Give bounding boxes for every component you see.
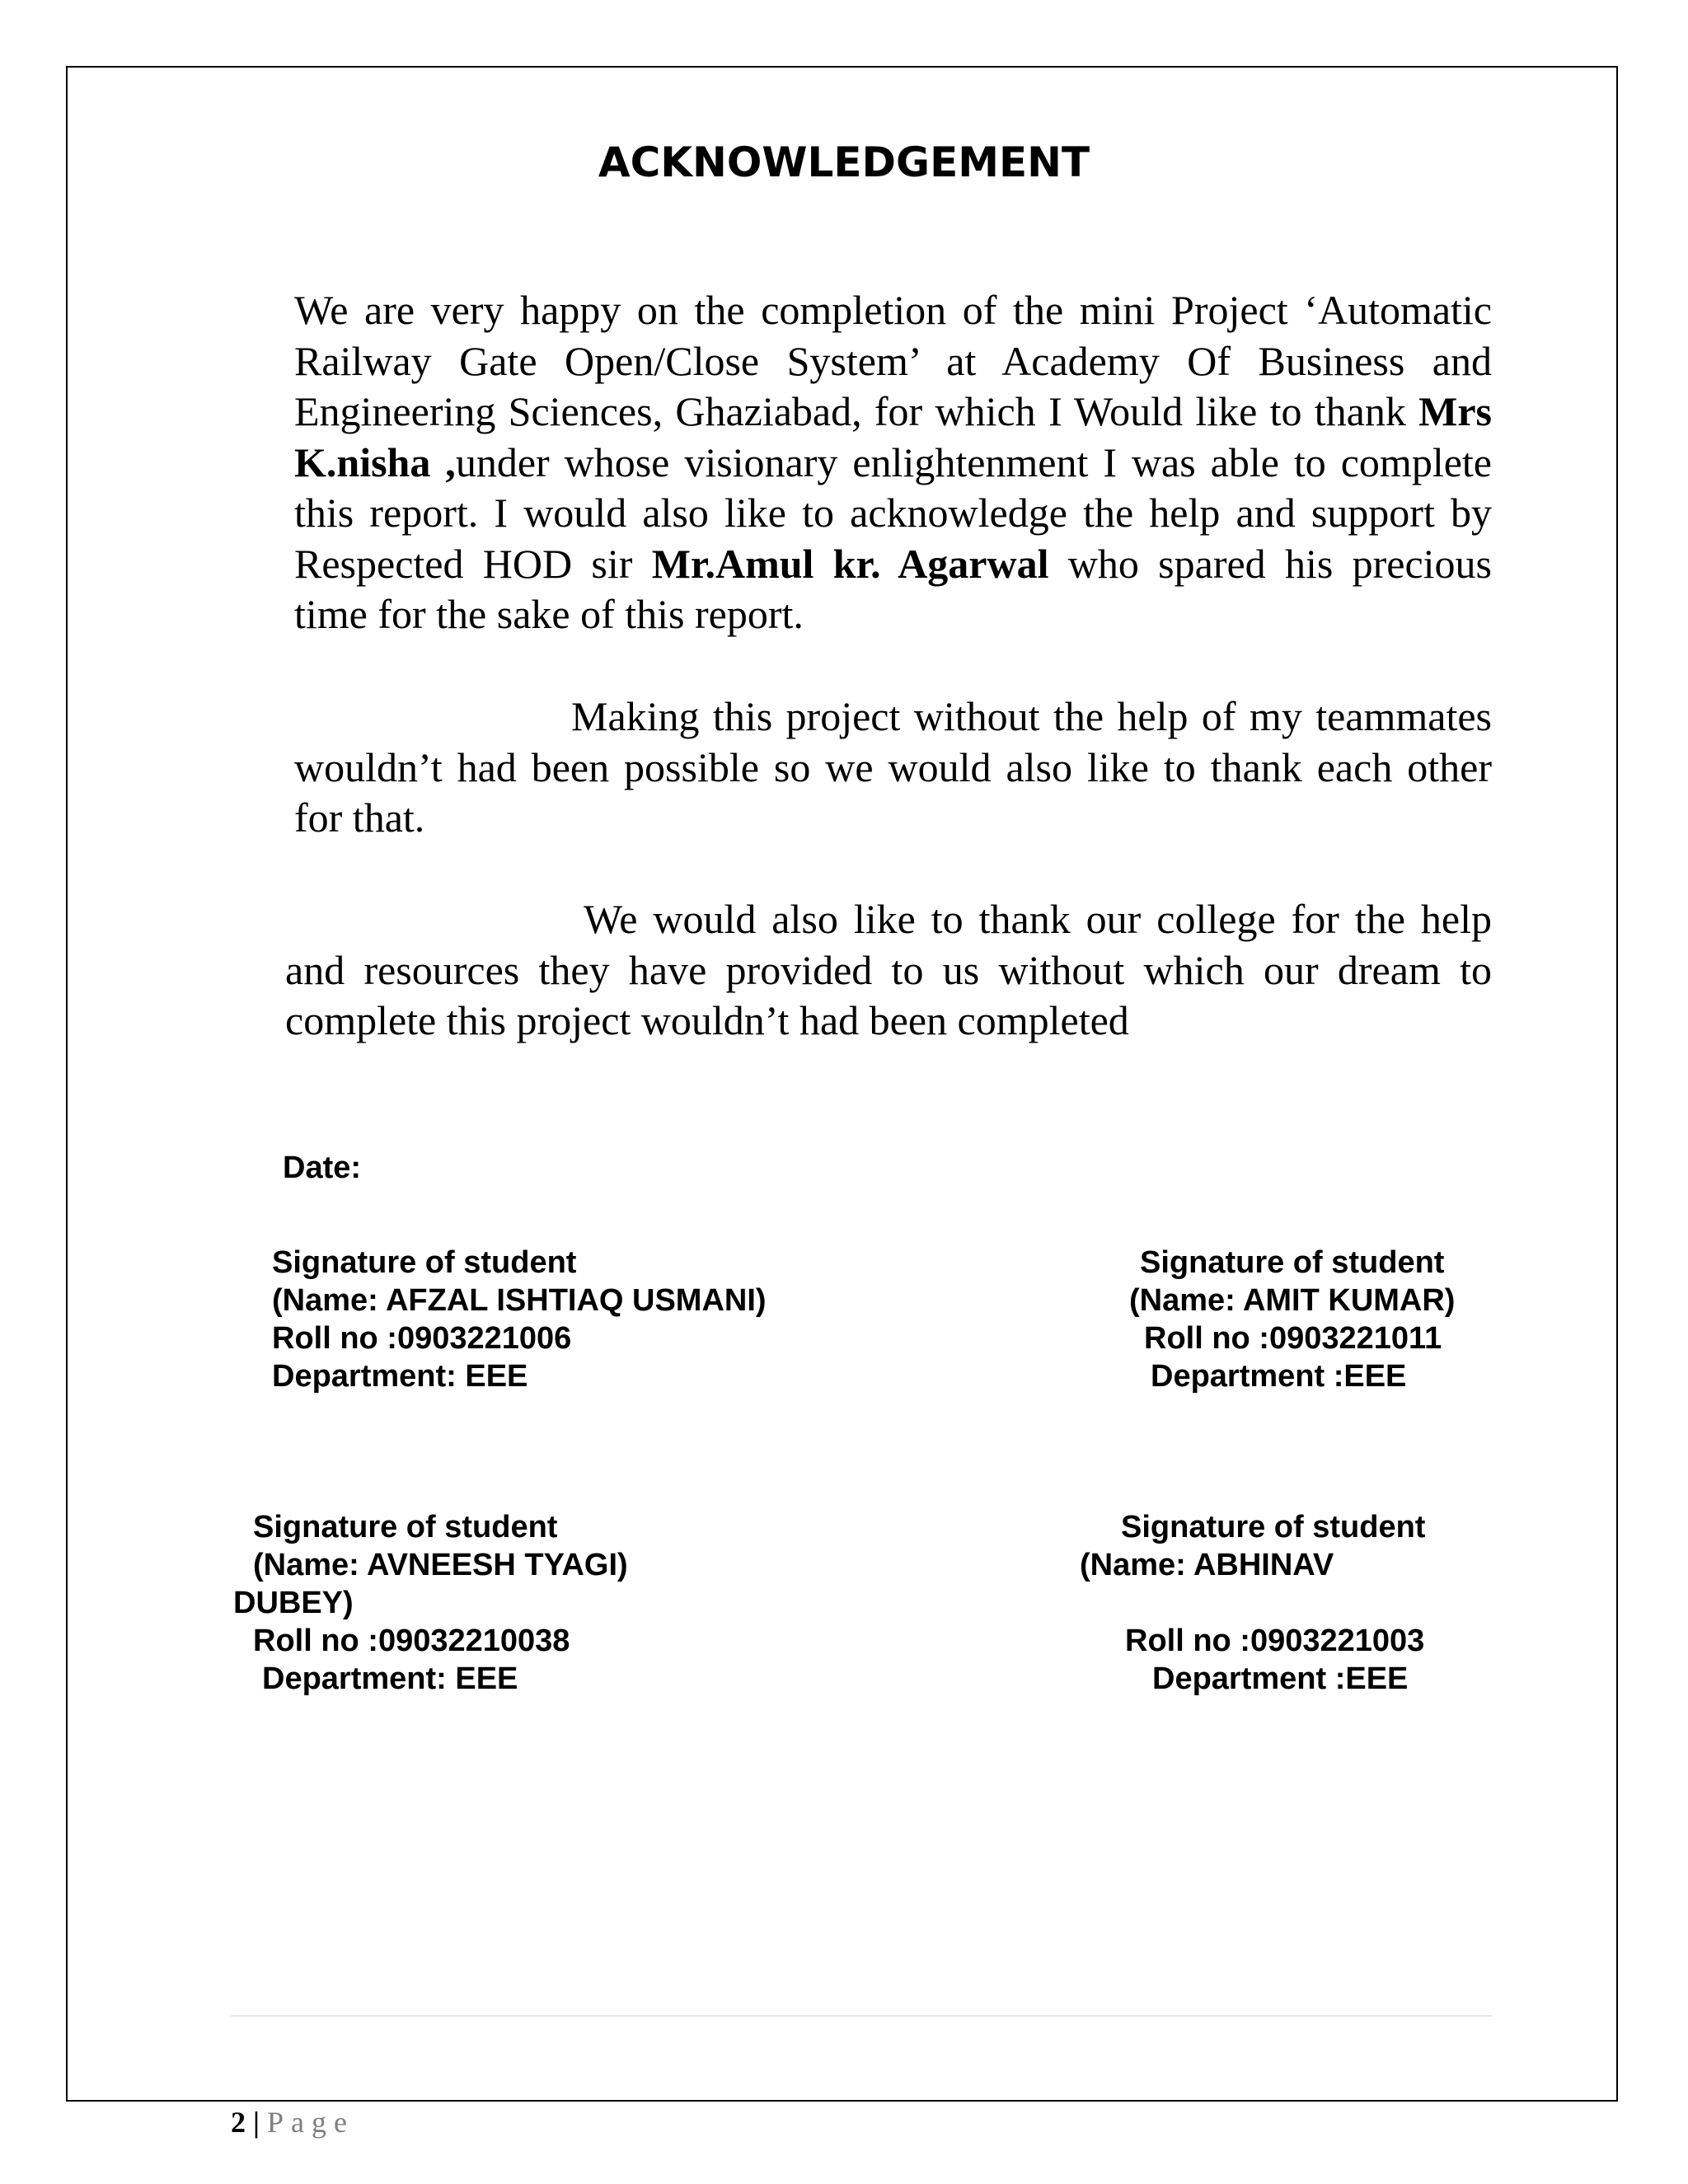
student-department: Department :EEE bbox=[1152, 1661, 1409, 1696]
page-number: 2 bbox=[231, 2106, 246, 2139]
student-roll-no: Roll no :09032210038 bbox=[253, 1624, 570, 1658]
signature-label: Signature of student bbox=[1140, 1245, 1445, 1280]
student-name: (Name: ABHINAV bbox=[1080, 1548, 1334, 1582]
para1-hod-name: Mr.Amul kr. Agarwal bbox=[651, 540, 1049, 587]
page-word: Page bbox=[266, 2106, 354, 2139]
student-name: (Name: AMIT KUMAR) bbox=[1129, 1283, 1456, 1318]
student-name: (Name: AFZAL ISHTIAQ USMANI) bbox=[272, 1283, 767, 1318]
student-signature-block bbox=[1129, 1244, 1455, 1395]
page-separator: | bbox=[246, 2106, 267, 2139]
signature-label: Signature of student bbox=[1121, 1510, 1426, 1544]
page-number-footer bbox=[231, 2105, 354, 2139]
student-signature-block bbox=[1080, 1508, 1425, 1698]
signature-label: Signature of student bbox=[272, 1245, 577, 1280]
para1-text-1: We are very happy on the completion of the mini Project ‘Automatic Railway Gate Open/Close System’ at Academy Of Business and Engineering Sciences, Ghaziabad, for which I Would like to thank bbox=[294, 287, 1492, 434]
student-signature-block bbox=[272, 1244, 767, 1395]
page-title: ACKNOWLEDGEMENT bbox=[598, 138, 1090, 186]
student-department: Department :EEE bbox=[1151, 1359, 1407, 1394]
para1-guide-name: Mrs K.nisha , bbox=[294, 388, 1492, 485]
student-department: Department: EEE bbox=[262, 1661, 518, 1696]
acknowledgement-paragraph-1 bbox=[294, 285, 1492, 640]
date-label: Date: bbox=[283, 1151, 362, 1185]
signature-label: Signature of student bbox=[253, 1510, 558, 1544]
para1-text-3: who spared his precious time for the sake of this report. bbox=[294, 540, 1492, 637]
student-roll-no: Roll no :0903221011 bbox=[1144, 1321, 1442, 1356]
student-roll-no: Roll no :0903221006 bbox=[272, 1321, 572, 1356]
student-name: (Name: AVNEESH TYAGI) bbox=[253, 1548, 628, 1582]
para1-text-2: under whose visionary enlightenment I was able to complete this report. I would also like to acknowledge the help and support by Respected HOD sir bbox=[294, 438, 1492, 587]
student-roll-no: Roll no :0903221003 bbox=[1125, 1624, 1425, 1658]
footer-divider bbox=[231, 2015, 1492, 2017]
acknowledgement-paragraph-3: We would also like to thank our college for the help and resources they have provided to us without which our dream to complete this project wouldn’t had been completed bbox=[285, 896, 1492, 1043]
student-name-continued: DUBEY) bbox=[233, 1586, 354, 1620]
acknowledgement-paragraph-2: Making this project without the help of my teammates wouldn’t had been possible so we would also like to thank each other for that. bbox=[294, 693, 1492, 841]
student-department: Department: EEE bbox=[272, 1359, 528, 1394]
